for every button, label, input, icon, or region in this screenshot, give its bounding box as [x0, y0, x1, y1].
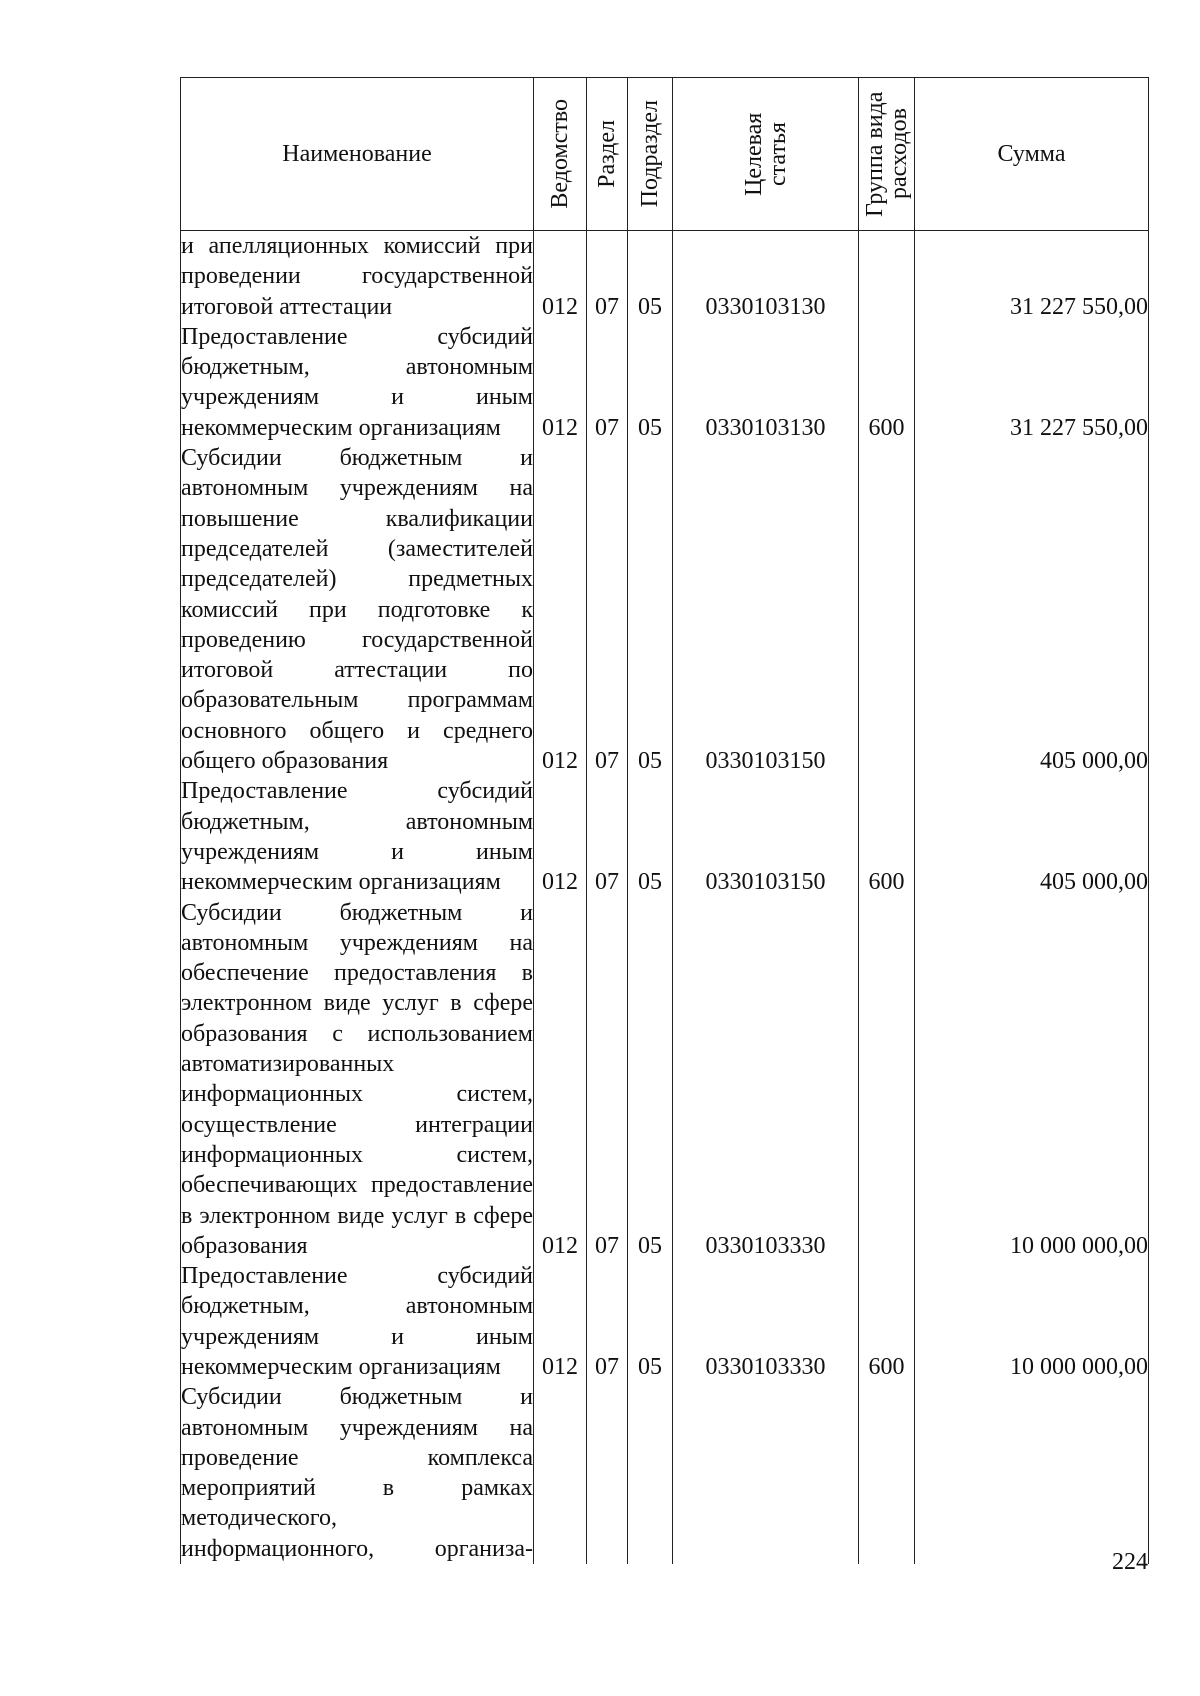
row-gruppa: [859, 231, 915, 322]
table-row: [181, 898, 1149, 1262]
row-summa: 10 000 000,00: [915, 898, 1149, 1262]
row-name: Субсидии бюджетным и автономным учреждениям на обеспечение предоставления в электронном виде услуг в сфере образования с использованием автоматизированных информационных систем, осуществление интеграции информационных систем, обеспечивающих предоставление в электронном виде услуг в сфере образования: [181, 898, 534, 1262]
table-row: [181, 1261, 1149, 1382]
row-gruppa: 600: [859, 1261, 915, 1382]
row-podrazdel: 05: [628, 231, 673, 322]
row-tselevaya-statya: 0330103330: [673, 1261, 859, 1382]
row-razdel: [587, 1382, 628, 1564]
table-row: [181, 322, 1149, 443]
row-gruppa: [859, 443, 915, 776]
row-name: Предоставление субсидий бюджетным, автономным учреждениям и иным некоммерческим организациям: [181, 1261, 534, 1382]
row-name: и апелляционных комиссий при проведении государственной итоговой аттестации: [181, 231, 534, 322]
row-gruppa: 600: [859, 776, 915, 897]
row-tselevaya-statya: [673, 1382, 859, 1564]
row-razdel: 07: [587, 322, 628, 443]
table-row: [181, 1382, 1149, 1564]
row-name: Субсидии бюджетным и автономным учреждениям на проведение комплекса мероприятий в рамках методического, информационного, организа-: [181, 1382, 534, 1564]
header-podrazdel: Подраздел: [628, 78, 673, 231]
page-number: 224: [1112, 1549, 1148, 1575]
row-name: Предоставление субсидий бюджетным, автономным учреждениям и иным некоммерческим организациям: [181, 776, 534, 897]
row-gruppa: [859, 1382, 915, 1564]
row-podrazdel: [628, 1382, 673, 1564]
header-razdel: Раздел: [587, 78, 628, 231]
row-vedomstvo: [534, 1382, 587, 1564]
row-razdel: 07: [587, 443, 628, 776]
header-tselevaya-statya: Целевая статья: [673, 78, 859, 231]
row-summa: 31 227 550,00: [915, 322, 1149, 443]
row-podrazdel: 05: [628, 776, 673, 897]
row-podrazdel: 05: [628, 443, 673, 776]
row-tselevaya-statya: 0330103130: [673, 322, 859, 443]
row-name: Предоставление субсидий бюджетным, автономным учреждениям и иным некоммерческим организациям: [181, 322, 534, 443]
header-summa: Сумма: [915, 78, 1149, 231]
row-summa: 10 000 000,00: [915, 1261, 1149, 1382]
budget-table: [180, 77, 1149, 1564]
table-row: [181, 776, 1149, 897]
row-tselevaya-statya: 0330103330: [673, 898, 859, 1262]
header-vedomstvo: Ведомство: [534, 78, 587, 231]
row-vedomstvo: 012: [534, 776, 587, 897]
row-vedomstvo: 012: [534, 898, 587, 1262]
table-row: [181, 443, 1149, 776]
row-vedomstvo: 012: [534, 231, 587, 322]
row-podrazdel: 05: [628, 1261, 673, 1382]
table-row: [181, 231, 1149, 322]
table-body: [181, 231, 1149, 1565]
row-razdel: 07: [587, 231, 628, 322]
row-tselevaya-statya: 0330103130: [673, 231, 859, 322]
row-podrazdel: 05: [628, 898, 673, 1262]
row-tselevaya-statya: 0330103150: [673, 443, 859, 776]
row-gruppa: 600: [859, 322, 915, 443]
row-razdel: 07: [587, 1261, 628, 1382]
header-name: Наименование: [181, 78, 534, 231]
row-summa: 31 227 550,00: [915, 231, 1149, 322]
row-vedomstvo: 012: [534, 443, 587, 776]
row-vedomstvo: 012: [534, 1261, 587, 1382]
row-summa: [915, 1382, 1149, 1564]
header-gruppa-vida-rashodov: Группа вида расходов: [859, 78, 915, 231]
row-gruppa: [859, 898, 915, 1262]
row-podrazdel: 05: [628, 322, 673, 443]
row-vedomstvo: 012: [534, 322, 587, 443]
table-header: [181, 78, 1149, 231]
row-razdel: 07: [587, 898, 628, 1262]
row-summa: 405 000,00: [915, 776, 1149, 897]
row-tselevaya-statya: 0330103150: [673, 776, 859, 897]
row-name: Субсидии бюджетным и автономным учреждениям на повышение квалификации председателей (заместителей председателей) предметных комиссий при подготовке к проведению государственной итоговой аттестации по образовательным программам основного общего и среднего общего образования: [181, 443, 534, 776]
row-razdel: 07: [587, 776, 628, 897]
row-summa: 405 000,00: [915, 443, 1149, 776]
